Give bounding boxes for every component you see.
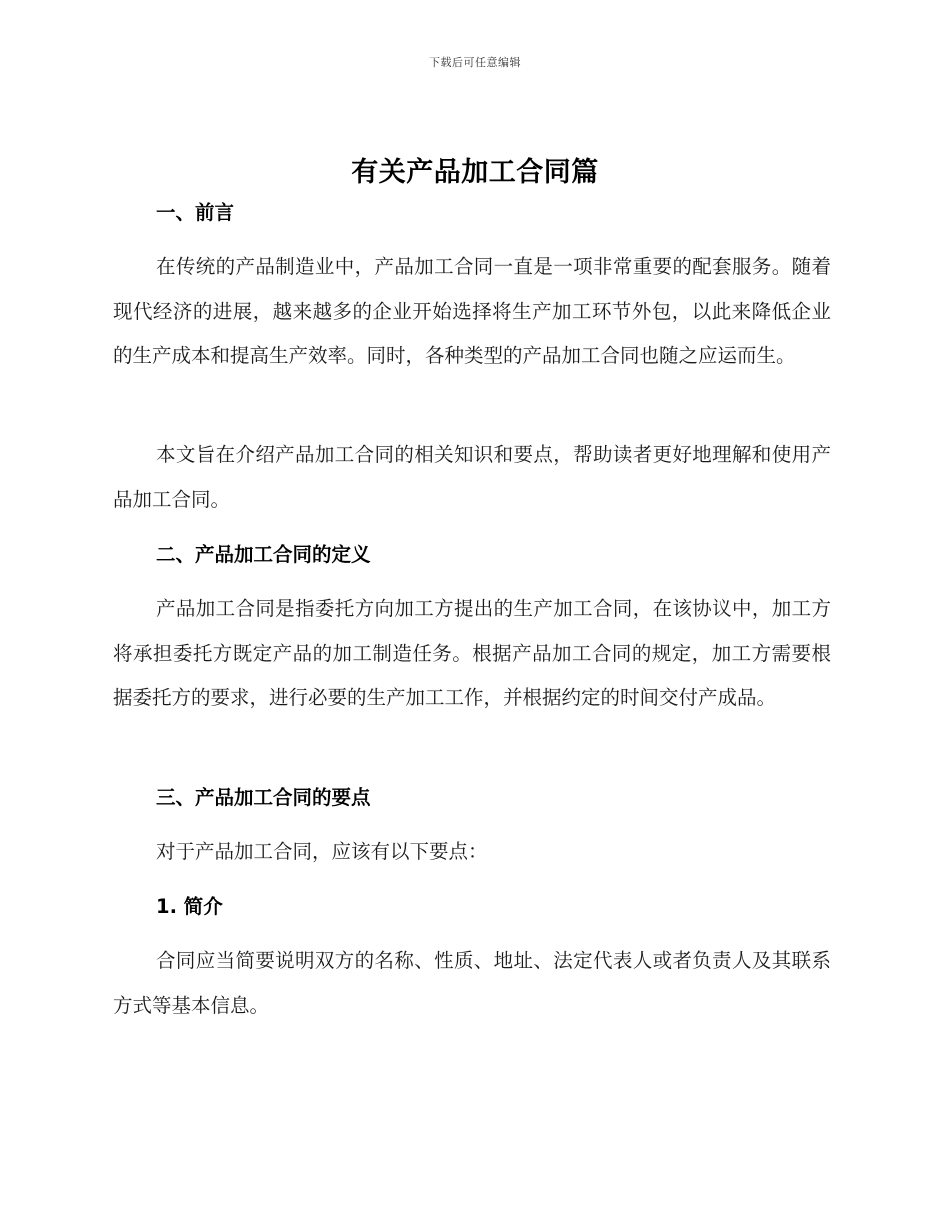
- section-heading-key-points: 三、产品加工合同的要点: [156, 786, 371, 809]
- paragraph-preface-1: 在传统的产品制造业中，产品加工合同一直是一项非常重要的配套服务。随着现代经济的进展，越来越多的企业开始选择将生产加工环节外包，以此来降低企业的生产成本和提高生产效率。同时，各种类型的产品加工合同也随之应运而生。: [113, 255, 831, 367]
- paragraph-definition-1: 产品加工合同是指委托方向加工方提出的生产加工合同，在该协议中，加工方将承担委托方既定产品的加工制造任务。根据产品加工合同的规定，加工方需要根据委托方的要求，进行必要的生产加工工作，并根据约定的时间交付产成品。: [113, 597, 831, 709]
- paragraph-introduction-1: 合同应当简要说明双方的名称、性质、地址、法定代表人或者负责人及其联系方式等基本信息。: [113, 949, 831, 1017]
- subsection-heading-introduction: 1. 简介: [156, 895, 223, 918]
- document-title: 有关产品加工合同篇: [351, 157, 599, 188]
- paragraph-key-points-intro: 对于产品加工合同，应该有以下要点：: [156, 840, 488, 863]
- section-heading-definition: 二、产品加工合同的定义: [156, 543, 371, 566]
- paragraph-preface-2: 本文旨在介绍产品加工合同的相关知识和要点，帮助读者更好地理解和使用产品加工合同。: [113, 443, 831, 511]
- section-heading-preface: 一、前言: [156, 201, 235, 224]
- header-note: 下载后可任意编辑: [429, 56, 521, 69]
